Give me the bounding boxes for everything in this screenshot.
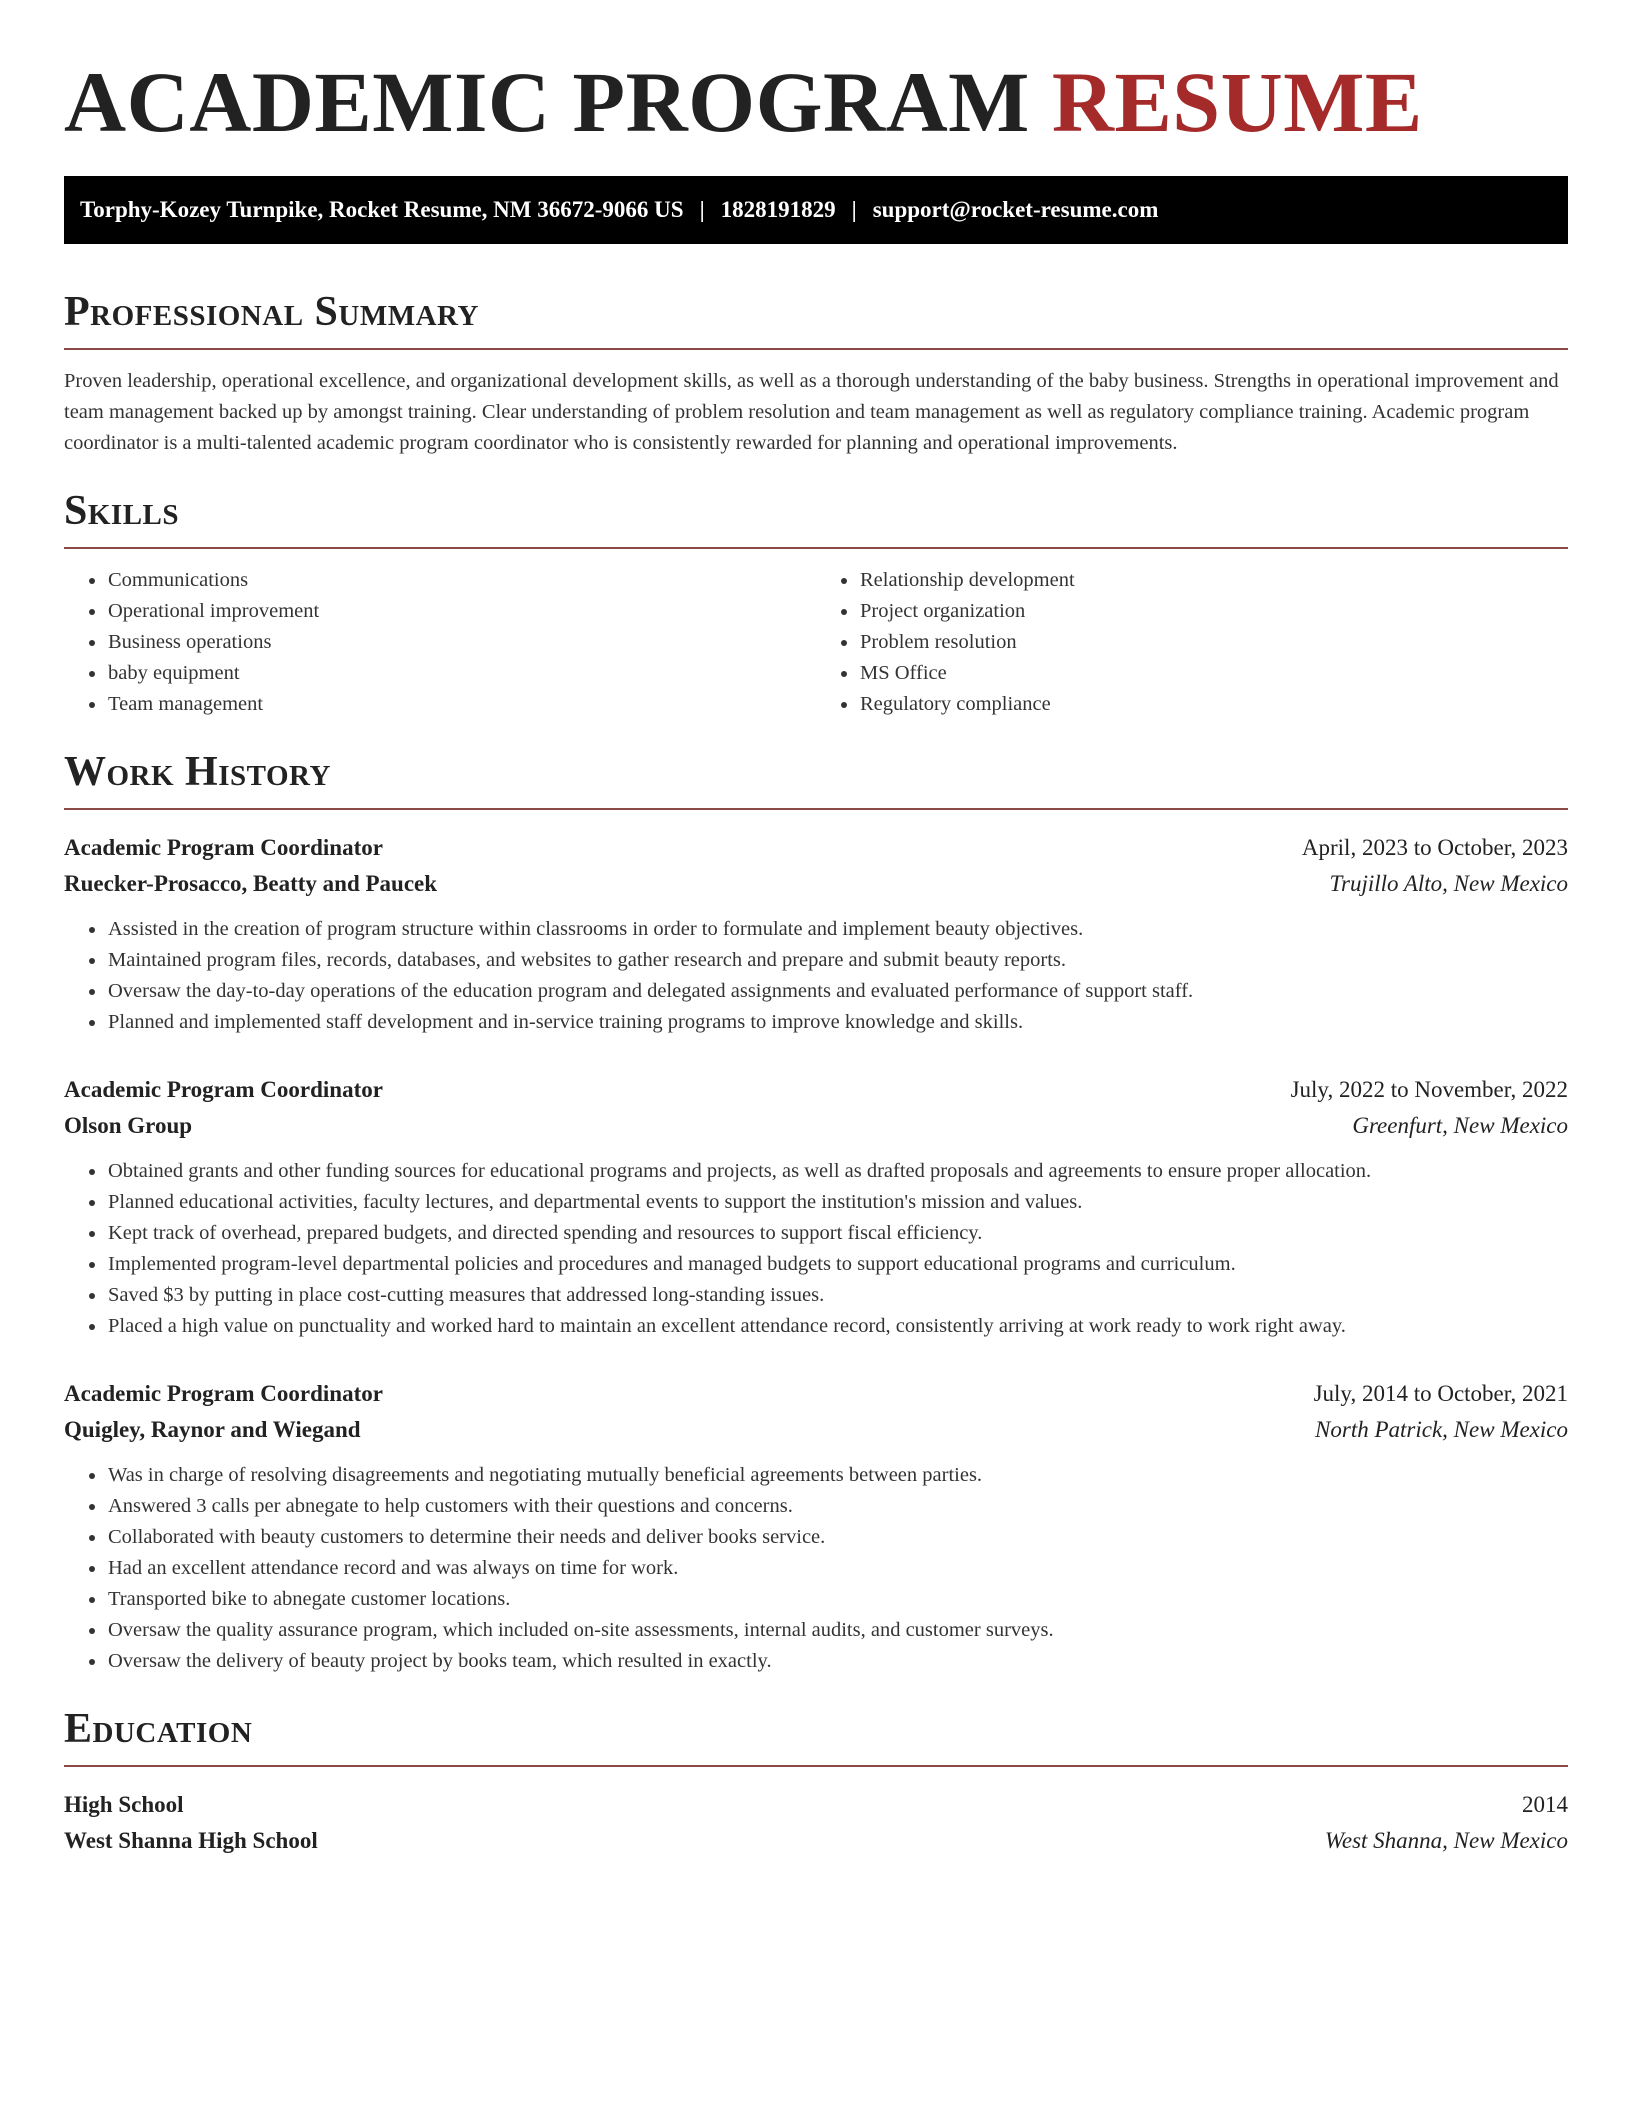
education-heading: Education bbox=[64, 1706, 253, 1752]
contact-separator: | bbox=[851, 197, 857, 222]
job-title: Academic Program Coordinator bbox=[64, 1381, 383, 1406]
job-location: Trujillo Alto, New Mexico bbox=[1329, 871, 1568, 896]
work-heading: Work History bbox=[64, 749, 331, 795]
education-year: 2014 bbox=[1522, 1792, 1568, 1817]
job-bullet: • Was in charge of resolving disagreements and negotiating mutually beneficial agreements between parties. bbox=[107, 1460, 1568, 1491]
education-header-row bbox=[64, 1787, 1568, 1823]
skill-item: • Communications bbox=[107, 565, 816, 596]
section-divider bbox=[64, 808, 1568, 810]
job-dates: July, 2022 to November, 2022 bbox=[1290, 1077, 1568, 1102]
job-dates: April, 2023 to October, 2023 bbox=[1301, 835, 1568, 860]
job-dates: July, 2014 to October, 2021 bbox=[1313, 1381, 1568, 1406]
job-location: North Patrick, New Mexico bbox=[1315, 1417, 1568, 1442]
education-location: West Shanna, New Mexico bbox=[1324, 1828, 1568, 1853]
title-main: ACADEMIC PROGRAM bbox=[64, 54, 1030, 150]
section-divider bbox=[64, 547, 1568, 549]
job-company-row bbox=[64, 866, 1568, 902]
job-bullet: • Implemented program-level departmental policies and procedures and managed budgets to support educational programs and curriculum. bbox=[107, 1249, 1568, 1280]
job-entry bbox=[64, 1072, 1568, 1342]
education-school-row bbox=[64, 1823, 1568, 1859]
contact-separator: | bbox=[699, 197, 705, 222]
contact-email: support@rocket-resume.com bbox=[872, 197, 1159, 222]
skill-item: • Relationship development bbox=[859, 565, 1568, 596]
education-entry bbox=[64, 1787, 1568, 1859]
skill-item: • Problem resolution bbox=[859, 627, 1568, 658]
job-bullet: • Kept track of overhead, prepared budgets, and directed spending and resources to support fiscal efficiency. bbox=[107, 1218, 1568, 1249]
job-bullets bbox=[64, 1156, 1568, 1342]
skill-item: • MS Office bbox=[859, 658, 1568, 689]
skills-list bbox=[64, 565, 1568, 720]
skills-column-right bbox=[816, 565, 1568, 720]
job-header-row bbox=[64, 1072, 1568, 1108]
job-bullet: • Collaborated with beauty customers to determine their needs and deliver books service. bbox=[107, 1522, 1568, 1553]
job-bullet: • Had an excellent attendance record and was always on time for work. bbox=[107, 1553, 1568, 1584]
job-bullet: • Planned educational activities, faculty lectures, and departmental events to support the institution's mission and values. bbox=[107, 1187, 1568, 1218]
job-bullet: • Transported bike to abnegate customer locations. bbox=[107, 1584, 1568, 1615]
job-bullets bbox=[64, 1460, 1568, 1677]
contact-bar bbox=[64, 176, 1568, 244]
skills-column-left bbox=[64, 565, 816, 720]
job-bullet: • Placed a high value on punctuality and worked hard to maintain an excellent attendance record, consistently arriving at work ready to work right away. bbox=[107, 1311, 1568, 1342]
job-bullet: • Maintained program files, records, databases, and websites to gather research and prepare and submit beauty reports. bbox=[107, 945, 1568, 976]
resume-title bbox=[64, 52, 1568, 152]
job-entry bbox=[64, 1376, 1568, 1677]
contact-phone: 1828191829 bbox=[720, 197, 836, 222]
skill-item: • Team management bbox=[107, 689, 816, 720]
title-accent: RESUME bbox=[1051, 54, 1423, 150]
skill-item: • Project organization bbox=[859, 596, 1568, 627]
job-title: Academic Program Coordinator bbox=[64, 835, 383, 860]
job-bullet: • Obtained grants and other funding sources for educational programs and projects, as well as drafted proposals and agreements to ensure proper allocation. bbox=[107, 1156, 1568, 1187]
job-location: Greenfurt, New Mexico bbox=[1352, 1113, 1568, 1138]
section-divider bbox=[64, 1765, 1568, 1767]
summary-text: Proven leadership, operational excellence, and organizational development skills, as well as a thorough understanding of the baby business. Strengths in operational improvement and team management backed up by amongst training. Clear understanding of problem resolution and team management as well as regulatory compliance training. Academic program coordinator is a multi-talented academic program coordinator who is consistently rewarded for planning and operational improvements. bbox=[64, 370, 1559, 454]
skill-item: • Regulatory compliance bbox=[859, 689, 1568, 720]
job-bullet: • Oversaw the quality assurance program, which included on-site assessments, internal audits, and customer surveys. bbox=[107, 1615, 1568, 1646]
job-title: Academic Program Coordinator bbox=[64, 1077, 383, 1102]
job-bullet: • Oversaw the day-to-day operations of the education program and delegated assignments and evaluated performance of support staff. bbox=[107, 976, 1568, 1007]
job-bullet: • Oversaw the delivery of beauty project by books team, which resulted in exactly. bbox=[107, 1646, 1568, 1677]
skill-item: • baby equipment bbox=[107, 658, 816, 689]
contact-address: Torphy-Kozey Turnpike, Rocket Resume, NM 36672-9066 US bbox=[80, 197, 684, 222]
job-bullet: • Saved $3 by putting in place cost-cutting measures that addressed long-standing issues. bbox=[107, 1280, 1568, 1311]
job-bullet: • Answered 3 calls per abnegate to help customers with their questions and concerns. bbox=[107, 1491, 1568, 1522]
job-company: Quigley, Raynor and Wiegand bbox=[64, 1417, 361, 1442]
job-bullets bbox=[64, 914, 1568, 1038]
job-header-row bbox=[64, 1376, 1568, 1412]
skills-heading: Skills bbox=[64, 488, 180, 534]
job-company-row bbox=[64, 1412, 1568, 1448]
job-entry bbox=[64, 830, 1568, 1038]
education-degree: High School bbox=[64, 1792, 184, 1817]
skill-item: • Operational improvement bbox=[107, 596, 816, 627]
job-bullet: • Planned and implemented staff development and in-service training programs to improve knowledge and skills. bbox=[107, 1007, 1568, 1038]
skill-item: • Business operations bbox=[107, 627, 816, 658]
summary-heading: Professional Summary bbox=[64, 289, 479, 335]
job-header-row bbox=[64, 830, 1568, 866]
job-company: Olson Group bbox=[64, 1113, 193, 1138]
education-school: West Shanna High School bbox=[64, 1828, 318, 1853]
job-company-row bbox=[64, 1108, 1568, 1144]
job-company: Ruecker-Prosacco, Beatty and Paucek bbox=[64, 871, 438, 896]
job-bullet: • Assisted in the creation of program structure within classrooms in order to formulate and implement beauty objectives. bbox=[107, 914, 1568, 945]
section-divider bbox=[64, 348, 1568, 350]
